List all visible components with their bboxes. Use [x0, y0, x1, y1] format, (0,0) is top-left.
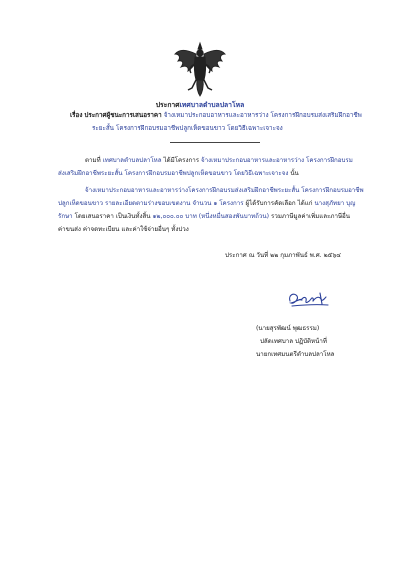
header-divider: [170, 142, 260, 143]
signer-name: (นายสุรพัฒน์ พุฒธรรม): [256, 325, 320, 332]
body-p1-line-2: [58, 170, 299, 178]
title-prefix: ประกาศ: [155, 101, 180, 109]
p2-text-amount-words: (หนึ่งหมื่นสองพันบาทถ้วน): [198, 213, 270, 220]
body-p2-line-2: [58, 200, 355, 208]
signer-organization: นายกเทศมนตรีตำบลปลาโหล: [256, 351, 335, 358]
p2-text-tax: รวมภาษีมูลค่าเพิ่มและภาษีอื่น: [271, 213, 350, 220]
body-p2-line-1: จ้างเหมาประกอบอาหารและอาหารว่างโครงการฝึกอบรมส่งเสริมฝึกอาชีพระยะสั้น โครงการฝึกอบรมอาชีพ: [85, 187, 364, 194]
subject-blue-2: ระยะสั้น โครงการฝึกอบรมอาชีพปลูกเห็ดขอนขาว โดยวิธีเฉพาะเจาะจง: [92, 125, 283, 132]
subject-blue-1: จ้างเหมาประกอบอาหารและอาหารว่าง โครงการฝึกอบรมส่งเสริมฝึกอาชีพ: [163, 112, 362, 119]
p2-text-scope: ปลูกเห็ดขอนขาว รายละเอียดตามร่างขอบเขตงาน จำนวน ๑ โครงการ: [58, 200, 244, 207]
subject-line-2: [92, 125, 283, 133]
p2-text-amount: ๑๒,๐๐๐.๐๐ บาท: [152, 213, 197, 220]
subject-label: เรื่อง: [70, 112, 83, 119]
p2-text-price-label: โดยเสนอราคา เป็นเงินทั้งสิ้น: [74, 213, 151, 220]
p2-text-winner-cont: รักษา: [58, 213, 73, 220]
p1-text-end: นั้น: [290, 170, 299, 177]
page-title: [0, 101, 400, 109]
garuda-emblem-icon: [172, 40, 228, 98]
subject-text: ประกาศผู้ชนะการเสนอราคา: [84, 112, 162, 119]
p2-text-selected: ผู้ได้รับการคัดเลือก ได้แก่: [245, 200, 313, 207]
p1-text-a: ตามที่: [85, 157, 101, 164]
p1-text-project: จ้างเหมาประกอบอาหารและอาหารว่าง โครงการฝึกอบรม: [201, 157, 353, 164]
announcement-date: ประกาศ ณ วันที่ ๒๒ กุมภาพันธ์ พ.ศ. ๒๕๖๔: [225, 252, 341, 259]
p1-text-org: เทศบาลตำบลปลาโหล: [102, 157, 162, 164]
subject-line-1: [70, 112, 362, 120]
body-p2-line-4: ค่าขนส่ง ค่าจดทะเบียน และค่าใช้จ่ายอื่นๆ ทั้งปวง: [58, 226, 189, 233]
p1-text-c: ได้มีโครงการ: [163, 157, 200, 164]
body-p1-line-1: [85, 157, 353, 165]
p2-text-winner: นางสุภัทยา บุญ: [314, 200, 356, 207]
signature-image: [286, 289, 334, 309]
signer-position: ปลัดเทศบาล ปฏิบัติหน้าที่: [260, 338, 327, 345]
title-org: เทศบาลตำบลปลาโหล: [179, 101, 245, 109]
body-p2-line-3: [58, 213, 350, 221]
p1-text-project-cont: ส่งเสริมฝึกอาชีพระยะสั้น โครงการฝึกอบรมอาชีพปลูกเห็ดขอนขาว โดยวิธีเฉพาะเจาะจง: [58, 170, 289, 177]
